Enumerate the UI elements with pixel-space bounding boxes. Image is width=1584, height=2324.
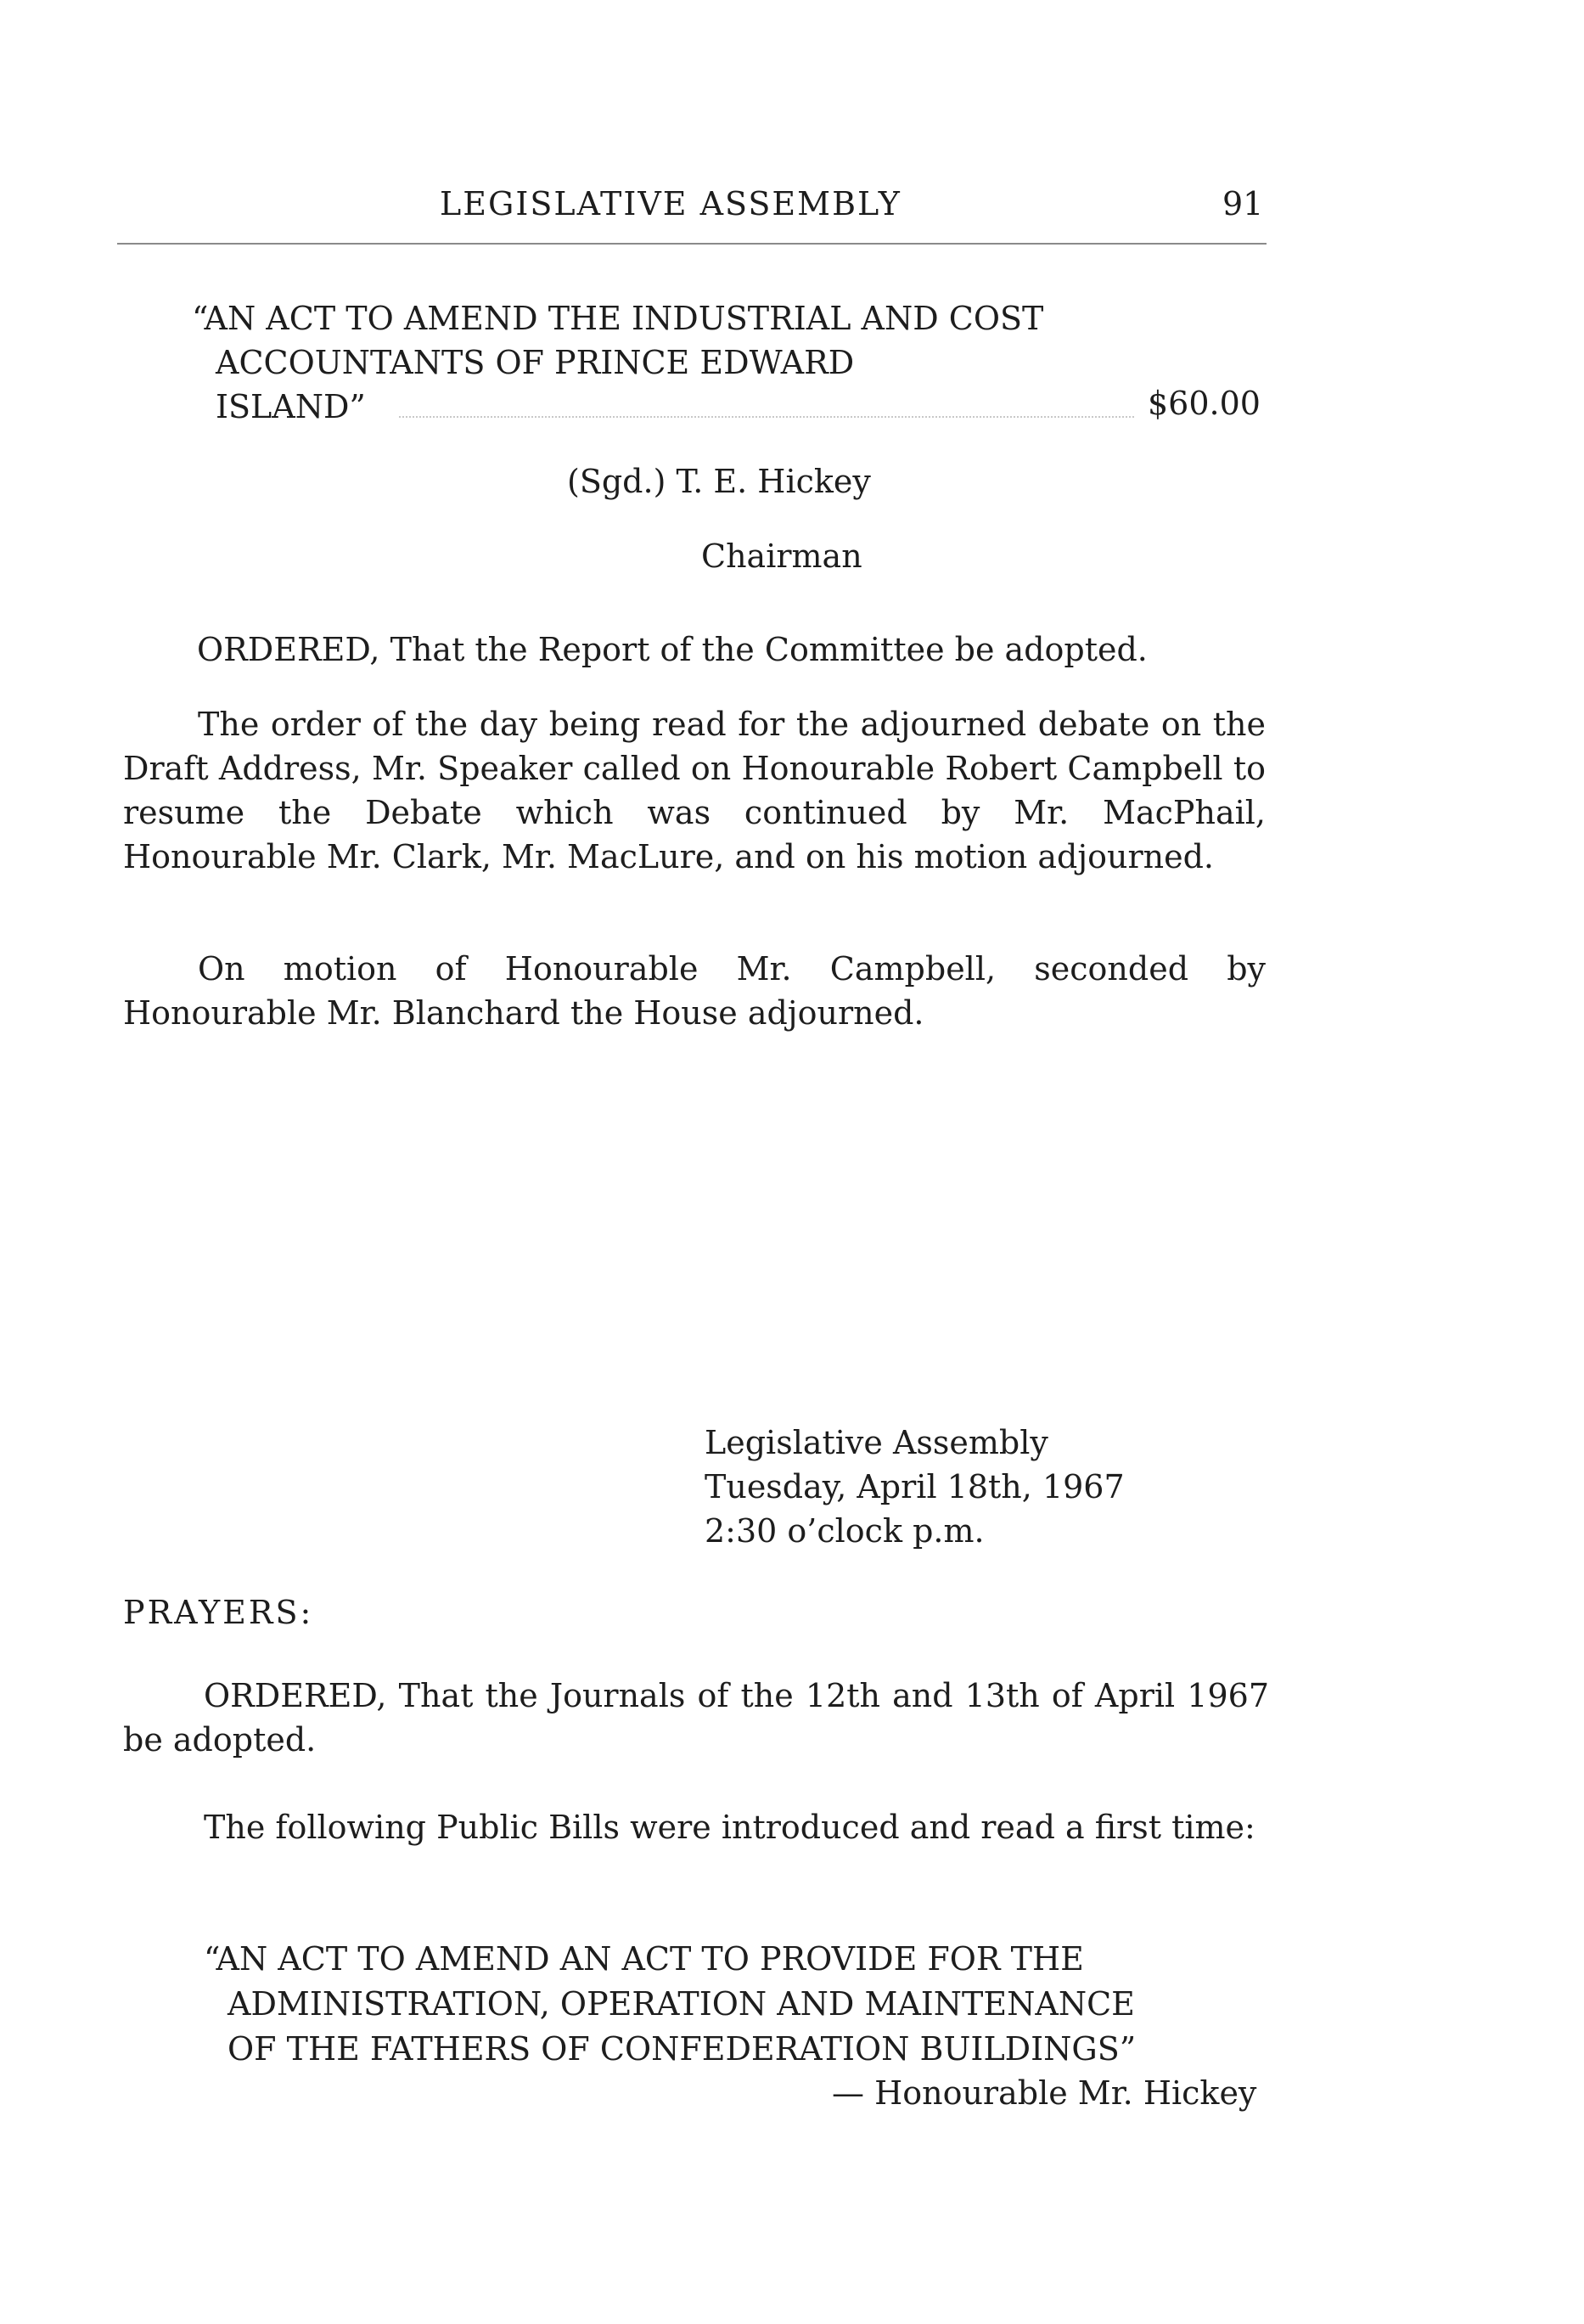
ordered-journals-paragraph: ORDERED, That the Journals of the 12th and 13th of April 1967 be adopted. (123, 1677, 1269, 1758)
sitting-date: Tuesday, April 18th, 1967 (705, 1468, 1125, 1505)
sitting-place: Legislative Assembly (705, 1424, 1048, 1461)
leader-dots (399, 416, 1134, 418)
running-header-title: LEGISLATIVE ASSEMBLY (440, 185, 902, 222)
header-rule (117, 243, 1267, 245)
bill-two-line-2: ADMINISTRATION, OPERATION AND MAINTENANCE (227, 1985, 1135, 2023)
ordered-report-paragraph: ORDERED, That the Report of the Committee be adopted. (197, 631, 1148, 668)
motion-paragraph: On motion of Honourable Mr. Campbell, seconded by Honourable Mr. Blanchard the House adjourned. (123, 950, 1266, 1032)
bill-two-line-1: “AN ACT TO AMEND AN ACT TO PROVIDE FOR THE (204, 1940, 1084, 1978)
public-bills-paragraph: The following Public Bills were introduced and read a first time: (204, 1809, 1255, 1846)
sitting-block (705, 1421, 1125, 1553)
bill-one-line-1: “AN ACT TO AMEND THE INDUSTRIAL AND COST (192, 300, 1044, 337)
signature-role: Chairman (701, 537, 862, 575)
order-of-day-paragraph: The order of the day being read for the adjourned debate on the Draft Address, Mr. Speaker called on Honourable Robert Campbell to resume the Debate which was continued by Mr. MacPhail, Honourable Mr. Clark, Mr. MacLure, and on his motion adjourned. (123, 706, 1266, 875)
page-number: 91 (1222, 185, 1264, 222)
bill-one-line-3: ISLAND” (216, 388, 366, 425)
bill-one-amount: $60.00 (1148, 385, 1261, 422)
prayers-heading: PRAYERS: (123, 1594, 314, 1631)
bill-two-line-3: OF THE FATHERS OF CONFEDERATION BUILDINGS” (227, 2030, 1137, 2068)
bill-one-line-2: ACCOUNTANTS OF PRINCE EDWARD (216, 344, 855, 381)
signature-line: (Sgd.) T. E. Hickey (567, 463, 871, 500)
sitting-time: 2:30 o’clock p.m. (705, 1512, 985, 1550)
bill-two-sponsor: — Honourable Mr. Hickey (832, 2074, 1257, 2112)
